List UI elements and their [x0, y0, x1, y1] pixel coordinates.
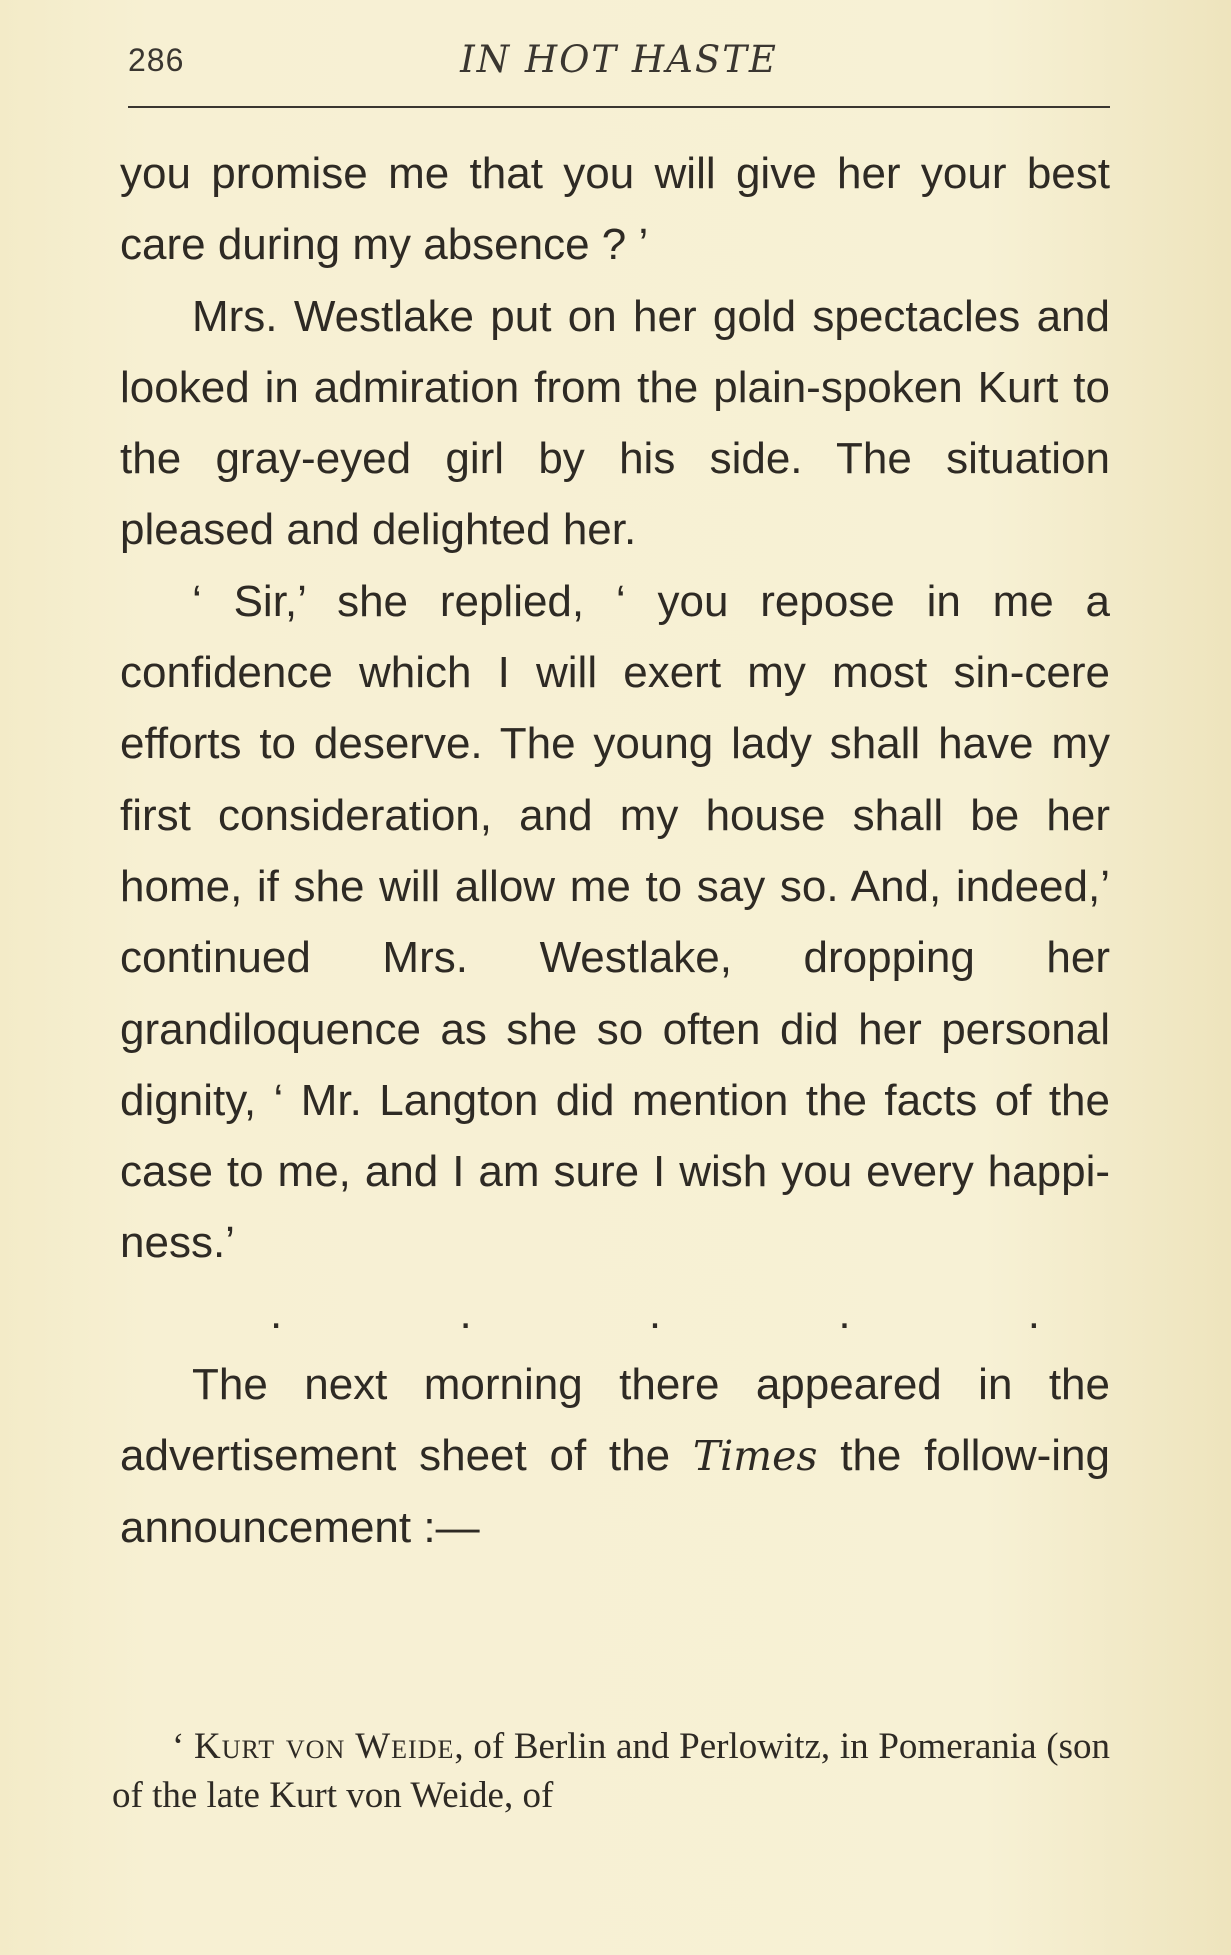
section-break: [120, 1279, 1110, 1349]
section-break-dot: .: [1027, 1288, 1040, 1338]
header-rule: [128, 106, 1110, 108]
announcement-open-quote: ‘: [172, 1726, 195, 1767]
section-break-dot: .: [648, 1288, 662, 1338]
page-header: [128, 38, 1110, 88]
announcement-text: [112, 1722, 1110, 1820]
paragraph-2: Mrs. Westlake put on her gold spectacles and looked in admiration from the plain-spoken Kurt to the gray-eyed girl by his side. The situation pleased and delighted her.: [120, 291, 1110, 555]
section-break-dot: .: [270, 1288, 283, 1338]
page-number: 286: [128, 42, 185, 78]
announcement-name-1: Kurt von Weide: [194, 1726, 455, 1767]
running-title: IN HOT HASTE: [460, 38, 778, 81]
section-break-dot: .: [459, 1288, 472, 1338]
paragraph-4: [120, 1349, 1110, 1564]
newspaper-title: Times: [692, 1432, 818, 1481]
paragraph-4-text: The next morning there appeared in the advertisement sheet of the: [120, 1359, 1110, 1481]
announcement-middle: , of Berlin and Perlowitz, in Pomerania (son of the late: [112, 1726, 1110, 1816]
announcement-end: , of: [503, 1775, 554, 1816]
announcement-name-2: Kurt von Weide: [269, 1775, 504, 1816]
paragraph-1: you promise me that you will give her your best care during my absence ? ’: [120, 149, 1110, 270]
body-text: [120, 138, 1110, 1564]
announcement: [112, 1722, 1110, 1820]
paragraph-3: ‘ Sir,’ she replied, ‘ you repose in me a confidence which I will exert my most sin-cere efforts to deserve. The young lady shall have my first consideration, and my house shall be her home, if she will allow me to say so. And, indeed,’ continued Mrs. Westlake, dropping her grandiloquence as she so often did her personal dignity, ‘ Mr. Langton did mention the facts of the case to me, and I am sure I wish you every happi-ness.’: [120, 576, 1110, 1268]
section-break-dot: .: [838, 1288, 851, 1338]
paragraph-4-text-end: the follow-ing announcement :—: [120, 1431, 1110, 1553]
